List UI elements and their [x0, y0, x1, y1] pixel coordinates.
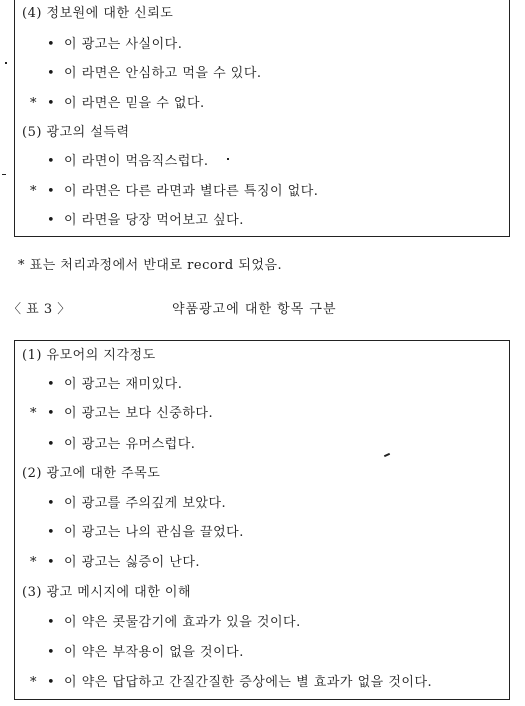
scan-speck	[5, 62, 7, 64]
list-item-reversed	[30, 555, 200, 571]
list-item	[47, 437, 195, 453]
asterisk-icon: *	[30, 96, 37, 111]
bullet-icon: •	[47, 555, 56, 570]
top-item-box	[14, 0, 510, 237]
list-item-text: 이 광고는 사실이다.	[64, 37, 183, 52]
list-item-text: 이 광고는 보다 신중하다.	[64, 406, 214, 421]
bullet-icon: •	[47, 437, 56, 452]
list-item-text: 이 광고는 유머스럽다.	[64, 437, 196, 452]
list-item	[47, 496, 226, 512]
list-item-reversed	[30, 96, 205, 112]
list-item-text: 이 약은 부작용이 없을 것이다.	[64, 645, 244, 660]
bullet-icon: •	[47, 615, 56, 630]
list-item-reversed	[30, 675, 432, 691]
list-item-text: 이 라면은 다른 라면과 별다른 특징이 없다.	[64, 184, 319, 199]
list-item	[47, 525, 244, 541]
list-item-text: 이 라면은 안심하고 먹을 수 있다.	[64, 66, 262, 81]
bullet-icon: •	[47, 645, 56, 660]
bullet-icon: •	[47, 66, 56, 81]
bullet-icon: •	[47, 525, 56, 540]
list-item	[47, 154, 208, 170]
heading-persuasiveness: (5) 광고의 설득력	[22, 125, 130, 140]
table-label: 〈 표 3 〉	[8, 302, 71, 317]
list-item-text: 이 광고는 나의 관심을 끌었다.	[64, 525, 244, 540]
footnote: * 표는 처리과정에서 반대로 record 되었음.	[18, 258, 283, 273]
asterisk-icon: *	[30, 406, 37, 421]
bullet-icon: •	[47, 496, 56, 511]
asterisk-icon: *	[30, 675, 37, 690]
heading-attention: (2) 광고에 대한 주목도	[22, 466, 161, 481]
asterisk-icon: *	[30, 184, 37, 199]
list-item	[47, 213, 244, 229]
table-caption: 약품광고에 대한 항목 구분	[172, 302, 337, 317]
asterisk-icon: *	[30, 555, 37, 570]
bullet-icon: •	[47, 96, 56, 111]
heading-humor: (1) 유모어의 지각정도	[22, 348, 156, 363]
list-item-text: 이 약은 답답하고 간질간질한 증상에는 별 효과가 없을 것이다.	[64, 675, 433, 690]
scan-speck	[2, 174, 6, 175]
list-item	[47, 66, 262, 82]
list-item-text: 이 광고를 주의깊게 보았다.	[64, 496, 227, 511]
list-item	[47, 615, 301, 631]
bullet-icon: •	[47, 213, 56, 228]
list-item	[47, 645, 244, 661]
scan-speck	[227, 158, 229, 160]
list-item-reversed	[30, 406, 213, 422]
heading-message-comprehension: (3) 광고 메시지에 대한 이해	[22, 585, 192, 600]
list-item-text: 이 광고는 싫증이 난다.	[64, 555, 201, 570]
list-item-text: 이 라면은 믿을 수 없다.	[64, 96, 205, 111]
bullet-icon: •	[47, 37, 56, 52]
bullet-icon: •	[47, 675, 56, 690]
list-item-text: 이 약은 콧물감기에 효과가 있을 것이다.	[64, 615, 301, 630]
list-item	[47, 377, 182, 393]
heading-credibility: (4) 정보원에 대한 신뢰도	[22, 6, 174, 21]
bullet-icon: •	[47, 377, 56, 392]
list-item-reversed	[30, 184, 318, 200]
bullet-icon: •	[47, 406, 56, 421]
list-item-text: 이 라면이 먹음직스럽다.	[64, 154, 209, 169]
bullet-icon: •	[47, 154, 56, 169]
bullet-icon: •	[47, 184, 56, 199]
list-item-text: 이 라면을 당장 먹어보고 싶다.	[64, 213, 244, 228]
list-item-text: 이 광고는 재미있다.	[64, 377, 183, 392]
list-item	[47, 37, 182, 53]
